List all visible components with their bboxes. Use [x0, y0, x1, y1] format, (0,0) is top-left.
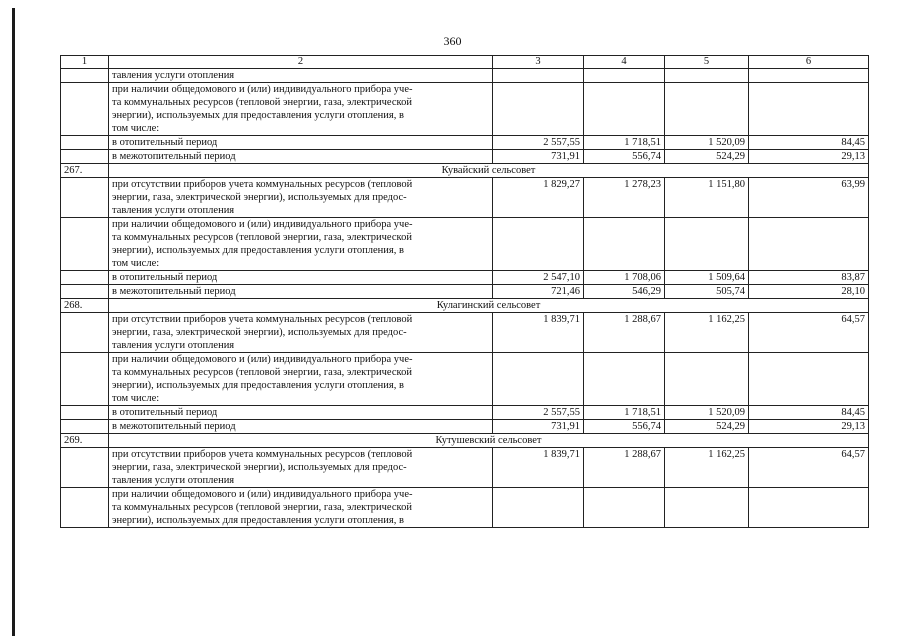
value-cell-col4	[584, 69, 665, 83]
section-number: 269.	[61, 434, 109, 448]
value-cell-col3: 1 829,27	[493, 178, 584, 218]
table-row	[61, 136, 869, 150]
description-line: в отопительный период	[112, 272, 218, 283]
value-cell-col3: 731,91	[493, 420, 584, 434]
description-cell	[109, 136, 493, 150]
value-cell-col4: 1 278,23	[584, 178, 665, 218]
row-number-cell	[61, 271, 109, 285]
row-number-cell	[61, 285, 109, 299]
value-cell-col6: 84,45	[749, 406, 869, 420]
row-number-cell	[61, 488, 109, 528]
value-cell-col6: 63,99	[749, 178, 869, 218]
row-number-cell	[61, 83, 109, 136]
tariff-table	[60, 55, 869, 528]
table-row	[61, 448, 869, 488]
description-line: энергии), используемых для предоставления услуги отопления, в	[112, 110, 404, 121]
description-cell	[109, 218, 493, 271]
row-number-cell	[61, 448, 109, 488]
description-line: та коммунальных ресурсов (тепловой энергии, газа, электрической	[112, 502, 412, 513]
description-cell	[109, 353, 493, 406]
value-cell-col5	[665, 69, 749, 83]
description-line: том числе:	[112, 258, 160, 269]
description-cell	[109, 420, 493, 434]
column-header: 1	[61, 56, 109, 69]
description-line: та коммунальных ресурсов (тепловой энергии, газа, электрической	[112, 97, 412, 108]
value-cell-col5	[665, 218, 749, 271]
section-title: Кувайский сельсовет	[109, 164, 869, 178]
row-number-cell	[61, 218, 109, 271]
column-header: 5	[665, 56, 749, 69]
value-cell-col4: 1 708,06	[584, 271, 665, 285]
table-row	[61, 488, 869, 528]
description-cell	[109, 178, 493, 218]
description-line: том числе:	[112, 393, 160, 404]
value-cell-col3	[493, 218, 584, 271]
description-line: энергии), используемых для предоставления услуги отопления, в	[112, 245, 404, 256]
value-cell-col3	[493, 83, 584, 136]
value-cell-col6	[749, 69, 869, 83]
description-line: тавления услуги отопления	[112, 70, 235, 81]
value-cell-col5: 1 162,25	[665, 313, 749, 353]
description-line: энергии, газа, электрической энергии), используемых для предос-	[112, 327, 407, 338]
value-cell-col3: 721,46	[493, 285, 584, 299]
description-line: энергии), используемых для предоставления услуги отопления, в	[112, 515, 404, 526]
value-cell-col6	[749, 83, 869, 136]
table-row	[61, 285, 869, 299]
value-cell-col5: 524,29	[665, 420, 749, 434]
description-line: при наличии общедомового и (или) индивидуального прибора уче-	[112, 354, 413, 365]
description-line: тавления услуги отопления	[112, 340, 235, 351]
description-cell	[109, 69, 493, 83]
value-cell-col5	[665, 83, 749, 136]
value-cell-col4	[584, 488, 665, 528]
description-line: та коммунальных ресурсов (тепловой энергии, газа, электрической	[112, 232, 412, 243]
description-line: тавления услуги отопления	[112, 205, 235, 216]
description-line: тавления услуги отопления	[112, 475, 235, 486]
value-cell-col4	[584, 353, 665, 406]
description-cell	[109, 488, 493, 528]
description-line: в межотопительный период	[112, 421, 236, 432]
description-line: при наличии общедомового и (или) индивидуального прибора уче-	[112, 219, 413, 230]
binding-line	[12, 8, 15, 636]
value-cell-col6	[749, 488, 869, 528]
value-cell-col5: 1 520,09	[665, 136, 749, 150]
description-line: энергии, газа, электрической энергии), используемых для предос-	[112, 192, 407, 203]
value-cell-col5: 1 509,64	[665, 271, 749, 285]
description-cell	[109, 83, 493, 136]
table-header-row	[61, 56, 869, 69]
row-number-cell	[61, 353, 109, 406]
row-number-cell	[61, 178, 109, 218]
column-header: 3	[493, 56, 584, 69]
description-line: в межотопительный период	[112, 286, 236, 297]
description-line: при отсутствии приборов учета коммунальных ресурсов (тепловой	[112, 449, 413, 460]
value-cell-col6: 29,13	[749, 420, 869, 434]
section-row	[61, 164, 869, 178]
table-row	[61, 313, 869, 353]
value-cell-col4: 546,29	[584, 285, 665, 299]
table-row	[61, 271, 869, 285]
value-cell-col4: 1 288,67	[584, 448, 665, 488]
table-body	[61, 69, 869, 528]
column-header: 2	[109, 56, 493, 69]
table-row	[61, 420, 869, 434]
section-number: 267.	[61, 164, 109, 178]
value-cell-col4: 1 288,67	[584, 313, 665, 353]
row-number-cell	[61, 406, 109, 420]
description-line: при наличии общедомового и (или) индивидуального прибора уче-	[112, 489, 413, 500]
value-cell-col4: 556,74	[584, 150, 665, 164]
value-cell-col3: 1 839,71	[493, 313, 584, 353]
description-line: в межотопительный период	[112, 151, 236, 162]
table-row	[61, 178, 869, 218]
value-cell-col5: 1 151,80	[665, 178, 749, 218]
value-cell-col4	[584, 83, 665, 136]
value-cell-col5: 1 162,25	[665, 448, 749, 488]
value-cell-col3: 2 557,55	[493, 406, 584, 420]
description-line: при наличии общедомового и (или) индивидуального прибора уче-	[112, 84, 413, 95]
description-cell	[109, 285, 493, 299]
table-row	[61, 150, 869, 164]
value-cell-col5: 524,29	[665, 150, 749, 164]
description-line: в отопительный период	[112, 407, 218, 418]
section-number: 268.	[61, 299, 109, 313]
value-cell-col5: 1 520,09	[665, 406, 749, 420]
description-cell	[109, 313, 493, 353]
value-cell-col6: 28,10	[749, 285, 869, 299]
table-row	[61, 353, 869, 406]
description-line: при отсутствии приборов учета коммунальных ресурсов (тепловой	[112, 314, 413, 325]
value-cell-col3	[493, 488, 584, 528]
table-row	[61, 218, 869, 271]
section-row	[61, 299, 869, 313]
value-cell-col5: 505,74	[665, 285, 749, 299]
value-cell-col6: 83,87	[749, 271, 869, 285]
table-row	[61, 406, 869, 420]
value-cell-col3: 2 557,55	[493, 136, 584, 150]
page-number: 360	[443, 34, 462, 48]
value-cell-col6	[749, 353, 869, 406]
value-cell-col5	[665, 488, 749, 528]
value-cell-col4: 1 718,51	[584, 406, 665, 420]
description-line: при отсутствии приборов учета коммунальных ресурсов (тепловой	[112, 179, 413, 190]
value-cell-col6: 29,13	[749, 150, 869, 164]
value-cell-col3: 731,91	[493, 150, 584, 164]
value-cell-col6: 64,57	[749, 313, 869, 353]
value-cell-col6: 84,45	[749, 136, 869, 150]
row-number-cell	[61, 150, 109, 164]
table-row	[61, 83, 869, 136]
value-cell-col3	[493, 69, 584, 83]
description-line: энергии), используемых для предоставления услуги отопления, в	[112, 380, 404, 391]
value-cell-col6	[749, 218, 869, 271]
table-row	[61, 69, 869, 83]
value-cell-col3: 1 839,71	[493, 448, 584, 488]
column-header: 6	[749, 56, 869, 69]
description-cell	[109, 271, 493, 285]
value-cell-col4: 556,74	[584, 420, 665, 434]
value-cell-col4: 1 718,51	[584, 136, 665, 150]
value-cell-col5	[665, 353, 749, 406]
row-number-cell	[61, 420, 109, 434]
value-cell-col6: 64,57	[749, 448, 869, 488]
description-cell	[109, 448, 493, 488]
row-number-cell	[61, 313, 109, 353]
description-line: том числе:	[112, 123, 160, 134]
column-header: 4	[584, 56, 665, 69]
description-cell	[109, 406, 493, 420]
value-cell-col3	[493, 353, 584, 406]
description-line: в отопительный период	[112, 137, 218, 148]
section-title: Кутушевский сельсовет	[109, 434, 869, 448]
description-line: энергии, газа, электрической энергии), используемых для предос-	[112, 462, 407, 473]
value-cell-col3: 2 547,10	[493, 271, 584, 285]
description-cell	[109, 150, 493, 164]
row-number-cell	[61, 69, 109, 83]
section-row	[61, 434, 869, 448]
section-title: Кулагинский сельсовет	[109, 299, 869, 313]
value-cell-col4	[584, 218, 665, 271]
row-number-cell	[61, 136, 109, 150]
description-line: та коммунальных ресурсов (тепловой энергии, газа, электрической	[112, 367, 412, 378]
